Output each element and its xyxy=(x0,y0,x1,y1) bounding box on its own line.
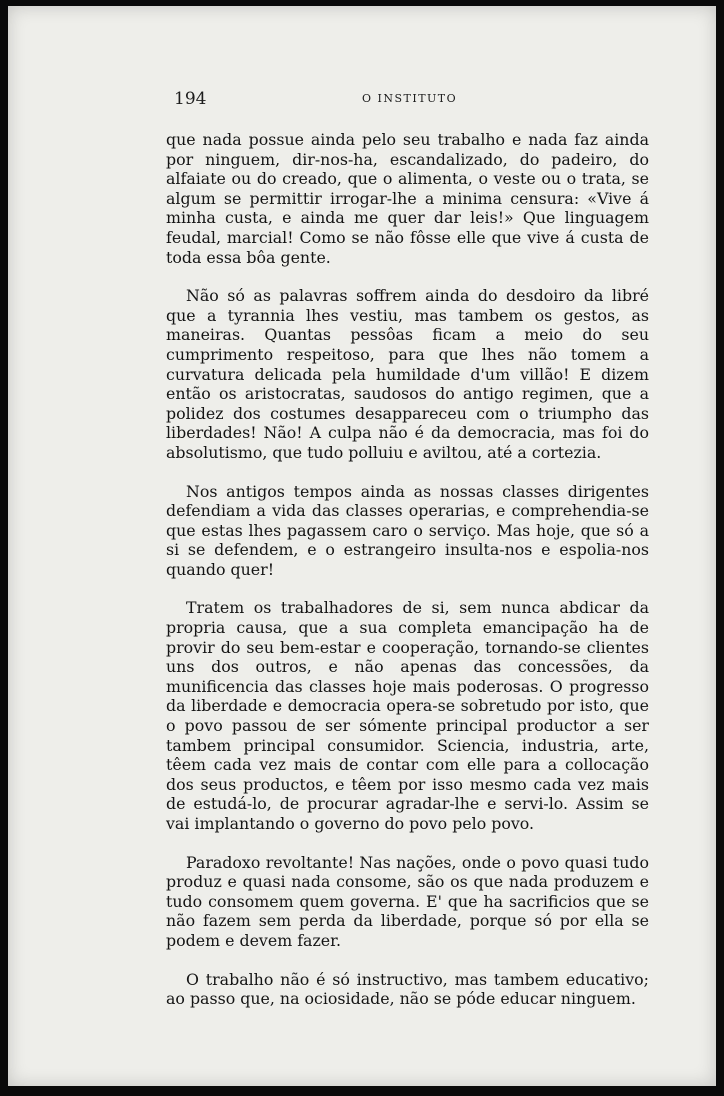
paragraph-4: Tratem os trabalhadores de si, sem nunca abdicar da propria causa, que a sua completa emancipação ha de provir do seu bem-estar e cooperação, tornando-se clientes uns dos outros, e não apenas das concessões, da munificencia das classes hoje mais poderosas. O progresso da liberdade e democracia opera-se sobretudo por isto, que o povo passou de ser sómente principal productor a ser tambem principal consumidor. Sciencia, industria, arte, têem cada vez mais de contar com elle para a collocação dos seus productos, e têem por isso mesmo cada vez mais de estudá-lo, de procurar agradar-lhe e servi-lo. Assim se vai implantando o governo do povo pelo povo. xyxy=(166,598,649,833)
paragraph-3: Nos antigos tempos ainda as nossas classes dirigentes defendiam a vida das classes operarias, e comprehendia-se que estas lhes pagassem caro o serviço. Mas hoje, que só a si se defendem, e o estrangeiro insulta-nos e espolia-nos quando quer! xyxy=(166,481,649,579)
paragraph-6: O trabalho não é só instructivo, mas tambem educativo; ao passo que, na ociosidade, não se póde educar ninguem. xyxy=(166,969,649,1009)
paragraph-1: que nada possue ainda pelo seu trabalho e nada faz ainda por ninguem, dir-nos-ha, escandalizado, do padeiro, do alfaiate ou do creado, que o alimenta, o veste ou o trata, se algum se permittir irrogar-lhe a minima censura: «Vive á minha custa, e ainda me quer dar leis!» Que linguagem feudal, marcial! Como se não fôsse elle que vive á custa de toda essa bôa gente. xyxy=(166,130,649,267)
paragraph-2: Não só as palavras soffrem ainda do desdoiro da libré que a tyrannia lhes vestiu, mas tambem os gestos, as maneiras. Quantas pessôas ficam a meio do seu cumprimento respeitoso, para que lhes não tomem a curvatura delicada pela humildade d'um villão! E dizem então os aristocratas, saudosos do antigo regimen, que a polidez dos costumes desappareceu com o triumpho das liberdades! Não! A culpa não é da democracia, mas foi do absolutismo, que tudo polluiu e aviltou, até a cortezia. xyxy=(166,286,649,462)
body-text xyxy=(166,130,649,1028)
paragraph-5: Paradoxo revoltante! Nas nações, onde o povo quasi tudo produz e quasi nada consome, são os que nada produzem e tudo consomem quem governa. E' que ha sacrificios que se não fazem sem perda da liberdade, porque só por ella se podem e devem fazer. xyxy=(166,852,649,950)
running-head xyxy=(166,89,642,113)
book-page xyxy=(8,6,716,1086)
running-title: O INSTITUTO xyxy=(362,92,458,105)
page-number: 194 xyxy=(174,89,207,109)
